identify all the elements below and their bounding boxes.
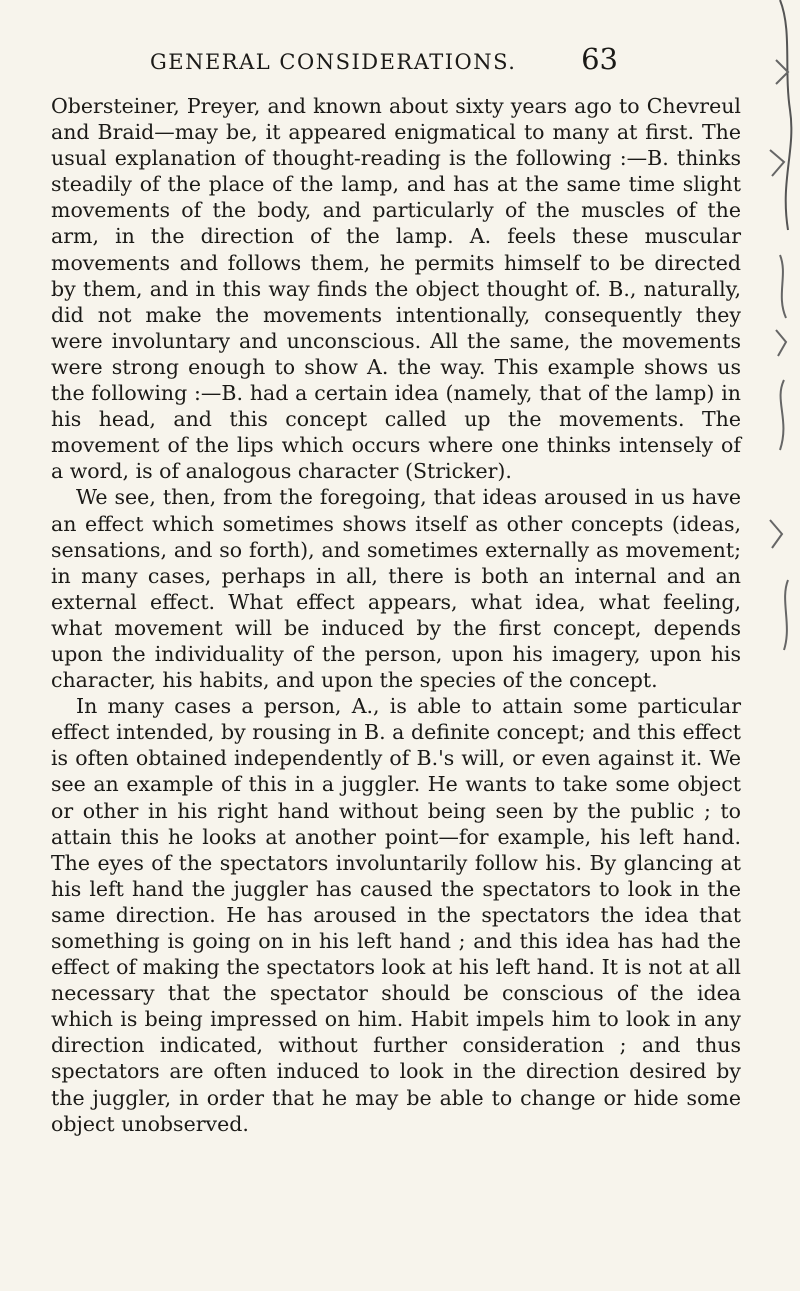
running-header: [150, 42, 618, 76]
body-text: [51, 93, 741, 1137]
paragraph-juggler: In many cases a person, A., is able to attain some particular effect intended, by rousing in B. a definite concept; and this effect is often obtained independently of B.'s will, or even against it. We see an example of this in a juggler. He wants to take some object or other in his right hand without being seen by the public ; to attain this he looks at another point—for example, his left hand. The eyes of the spectators involuntarily follow his. By glancing at his left hand the juggler has caused the spectators to look in the same direction. He has aroused in the spectators the idea that something is going on in his left hand ; and this idea has had the effect of making the spectators look at his left hand. It is not at all necessary that the spectator should be conscious of the idea which is being impressed on him. Habit impels him to look in any direction indicated, without further consideration ; and thus spectators are often induced to look in the direction desired by the juggler, in order that he may be able to change or hide some object unobserved.: [51, 694, 741, 1136]
paragraph-thought-reading: Obersteiner, Preyer, and known about sixty years ago to Chevreul and Braid—may be, it appeared enigmatical to many at first. The usual explanation of thought-reading is the following :—B. thinks steadily of the place of the lamp, and has at the same time slight movements of the body, and particularly of the muscles of the arm, in the direction of the lamp. A. feels these muscular movements and follows them, he permits himself to be directed by them, and in this way finds the object thought of. B., naturally, did not make the movements intentionally, consequently they were involuntary and unconscious. All the same, the movements were strong enough to show A. the way. This example shows us the following :—B. had a certain idea (namely, that of the lamp) in his head, and this concept called up the movements. The movement of the lips which occurs where one thinks intensely of a word, is of analogous character (Stricker).: [51, 94, 741, 484]
binding-edge-marks: [740, 0, 800, 700]
running-title: GENERAL CONSIDERATIONS.: [150, 50, 517, 74]
page-number: 63: [581, 42, 618, 76]
paragraph-ideas-effect: We see, then, from the foregoing, that ideas aroused in us have an effect which sometimes shows itself as other concepts (ideas, sensations, and so forth), and sometimes externally as movement; in many cases, perhaps in all, there is both an internal and an external effect. What effect appears, what idea, what feeling, what movement will be induced by the first concept, depends upon the individuality of the person, upon his imagery, upon his character, his habits, and upon the species of the concept.: [51, 485, 741, 693]
